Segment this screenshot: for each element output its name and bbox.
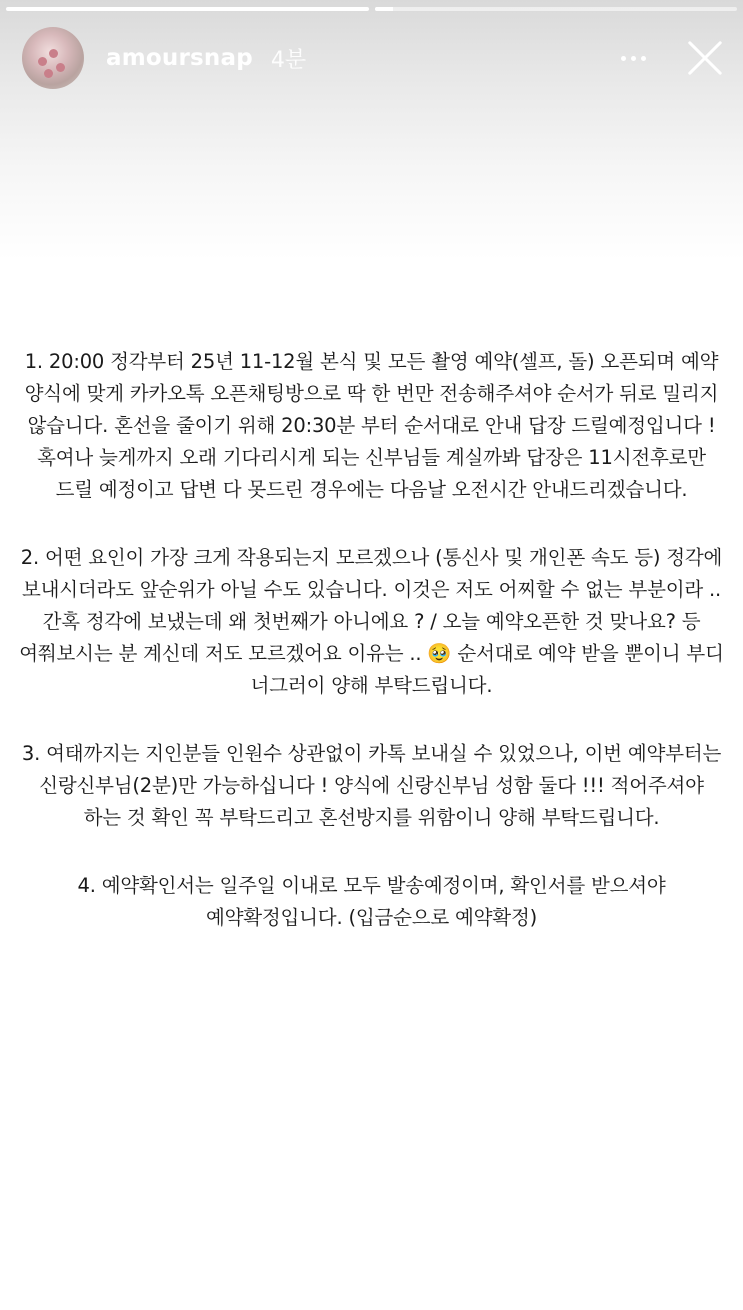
avatar-flower-icon [49, 49, 58, 58]
progress-fill [6, 7, 369, 11]
story-text-content [18, 346, 725, 934]
story-header [22, 27, 729, 89]
notice-paragraph-4: 4. 예약확인서는 일주일 이내로 모두 발송예정이며, 확인서를 받으셔야 예약확정입니다. (입금순으로 예약확정) [77, 874, 666, 929]
post-time: 4분 [270, 47, 307, 73]
progress-segment-2 [375, 7, 738, 11]
progress-segment-1 [6, 7, 369, 11]
notice-paragraph-3: 3. 여태까지는 지인분들 인원수 상관없이 카톡 보내실 수 있었으나, 이번 예약부터는 신랑신부님(2분)만 가능하십니다 ! 양식에 신랑신부님 성함 둘다 !!! 적어주셔야 하는 것 확인 꼭 부탁드리고 혼선방지를 위함이니 양해 부탁드립니다. [21, 742, 722, 829]
more-options-button[interactable] [613, 38, 653, 78]
more-horizontal-icon [631, 56, 636, 61]
progress-fill [375, 7, 393, 11]
notice-paragraph-2: 2. 어떤 요인이 가장 크게 작용되는지 모르겠으나 (통신사 및 개인폰 속도 등) 정각에 보내시더라도 앞순위가 아닐 수도 있습니다. 이것은 저도 어찌할 수 없는 부분이라 ..간혹 정각에 보냈는데 왜 첫번째가 아니에요 ? / 오늘 예약오픈한 것 맞나요? 등 여쭤보시는 분 계신데 저도 모르겠어요 이유는 .. 🥹 순서대로 예약 받을 뿐이니 부디 너그러이 양해 부탁드립니다. [19, 546, 724, 697]
username[interactable]: amoursnap [106, 45, 253, 71]
close-button[interactable] [685, 38, 725, 78]
notice-paragraph-1: 1. 20:00 정각부터 25년 11-12월 본식 및 모든 촬영 예약(셀프, 돌) 오픈되며 예약 양식에 맞게 카카오톡 오픈채팅방으로 딱 한 번만 전송해주셔야 순서가 뒤로 밀리지 않습니다. 혼선을 줄이기 위해 20:30분 부터 순서대로 안내 답장 드릴예정입니다 ! 혹여나 늦게까지 오래 기다리시게 되는 신부님들 계실까봐 답장은 11시전후로만 드릴 예정이고 답변 다 못드린 경우에는 다음날 오전시간 안내드리겠습니다. [24, 350, 719, 501]
story-progress-bar [6, 7, 737, 11]
avatar[interactable] [22, 27, 84, 89]
avatar-flower-icon [44, 69, 53, 78]
more-horizontal-icon [621, 56, 626, 61]
more-horizontal-icon [641, 56, 646, 61]
avatar-flower-icon [38, 57, 47, 66]
avatar-flower-icon [56, 63, 65, 72]
